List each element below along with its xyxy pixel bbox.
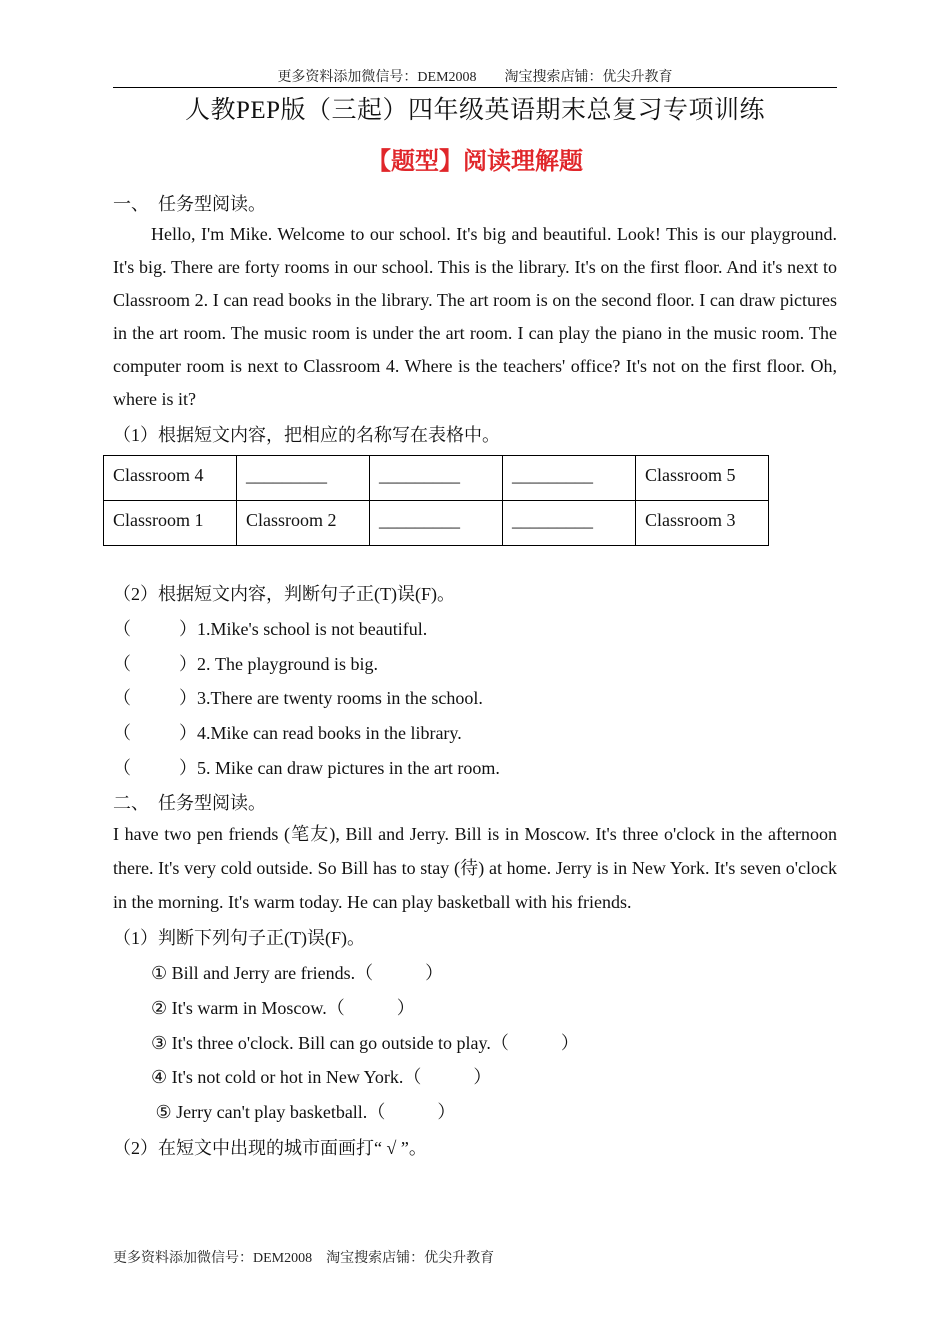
table-cell-blank[interactable]: _________: [503, 456, 636, 501]
tf-item-2: [113, 650, 378, 676]
table-row: [104, 456, 769, 501]
section1-passage: [113, 218, 837, 416]
answer-paren-open[interactable]: （: [367, 1102, 386, 1122]
answer-paren-close[interactable]: ）: [179, 654, 197, 674]
tf-item-3: [113, 684, 483, 710]
section1-q2-prompt: （2）根据短文内容，判断句子正(T)误(F)。: [113, 584, 455, 604]
answer-paren-open[interactable]: （: [113, 619, 131, 639]
answer-paren-close[interactable]: ）: [179, 619, 197, 639]
judge-item-4: [151, 1063, 491, 1089]
section1-passage-text: Hello, I'm Mike. Welcome to our school. It's big and beautiful. Look! This is our playground. It's big. There are forty rooms in our school. This is the library. It's on the first floor. And it's next to Classroom 2. I can read books in the library. The art room is on the second floor. I can draw pictures in the art room. The music room is under the art room. I can play the piano in the music room. The computer room is next to Classroom 4. Where is the teachers' office? It's not on the first floor. Oh, where is it?: [113, 224, 837, 409]
table-cell: Classroom 1: [104, 501, 237, 546]
answer-paren-close[interactable]: ）: [425, 963, 444, 983]
header-note: 更多资料添加微信号：DEM2008 淘宝搜索店铺：优尖升教育: [277, 70, 673, 85]
tf-item-4: [113, 719, 462, 745]
classroom-table: [103, 455, 769, 546]
section2-passage: I have two pen friends (笔友), Bill and Jerry. Bill is in Moscow. It's three o'clock in the afternoon there. It's very cold outside. So Bill has to stay (待) at home. Jerry is in New York. It's seven o'clock in the morning. It's warm today. He can play basketball with his friends.: [113, 824, 837, 912]
answer-paren-close[interactable]: ）: [179, 758, 197, 778]
table-cell: Classroom 5: [636, 456, 769, 501]
table-cell: Classroom 2: [237, 501, 370, 546]
section2-q2-prompt: （2）在短文中出现的城市面画打“ √ ”。: [113, 1138, 427, 1158]
judge-item-text: ④ It's not cold or hot in New York.: [151, 1067, 404, 1087]
judge-item-5: [151, 1098, 455, 1124]
table-cell-blank[interactable]: _________: [237, 456, 370, 501]
tf-item-5: [113, 754, 500, 780]
section2-heading: 二、 任务型阅读。: [113, 793, 266, 813]
tf-item-text: 1.Mike's school is not beautiful.: [197, 619, 428, 639]
judge-item-text: ② It's warm in Moscow.: [151, 998, 327, 1018]
tf-item-text: 4.Mike can read books in the library.: [197, 723, 462, 743]
page-title: 人教PEP版（三起）四年级英语期末总复习专项训练: [184, 97, 766, 124]
judge-item-2: [151, 994, 415, 1020]
answer-paren-open[interactable]: （: [113, 688, 131, 708]
table-cell-blank[interactable]: _________: [503, 501, 636, 546]
page-subtitle: 【题型】阅读理解题: [367, 147, 583, 175]
answer-paren-close[interactable]: ）: [437, 1102, 456, 1122]
table-cell: Classroom 4: [104, 456, 237, 501]
section2-q1-prompt: （1）判断下列句子正(T)误(F)。: [113, 928, 365, 948]
tf-item-text: 3.There are twenty rooms in the school.: [197, 688, 483, 708]
table-cell-blank[interactable]: _________: [370, 501, 503, 546]
answer-paren-close[interactable]: ）: [560, 1033, 579, 1053]
table-cell: Classroom 3: [636, 501, 769, 546]
answer-paren-close[interactable]: ）: [179, 688, 197, 708]
answer-paren-open[interactable]: （: [490, 1033, 509, 1053]
section1-heading: 一、 任务型阅读。: [113, 194, 266, 214]
answer-paren-close[interactable]: ）: [179, 723, 197, 743]
table-cell-blank[interactable]: _________: [370, 456, 503, 501]
answer-paren-open[interactable]: （: [326, 998, 345, 1018]
answer-paren-open[interactable]: （: [355, 963, 374, 983]
section1-q1-prompt: （1）根据短文内容，把相应的名称写在表格中。: [113, 425, 500, 445]
answer-paren-open[interactable]: （: [403, 1067, 422, 1087]
tf-item-text: 5. Mike can draw pictures in the art room.: [197, 758, 500, 778]
judge-item-text: ① Bill and Jerry are friends.: [151, 963, 356, 983]
judge-item-1: [151, 959, 443, 985]
judge-item-text: ③ It's three o'clock. Bill can go outside to play.: [151, 1033, 491, 1053]
answer-paren-close[interactable]: ）: [473, 1067, 492, 1087]
table-row: [104, 501, 769, 546]
answer-paren-open[interactable]: （: [113, 654, 131, 674]
answer-paren-open[interactable]: （: [113, 723, 131, 743]
tf-item-text: 2. The playground is big.: [197, 654, 378, 674]
judge-item-text: ⑤ Jerry can't play basketball.: [151, 1102, 368, 1122]
footer-note: 更多资料添加微信号：DEM2008 淘宝搜索店铺：优尖升教育: [113, 1251, 495, 1266]
answer-paren-close[interactable]: ）: [396, 998, 415, 1018]
answer-paren-open[interactable]: （: [113, 758, 131, 778]
header-rule: [113, 87, 837, 88]
judge-item-3: [151, 1029, 579, 1055]
tf-item-1: [113, 615, 427, 641]
